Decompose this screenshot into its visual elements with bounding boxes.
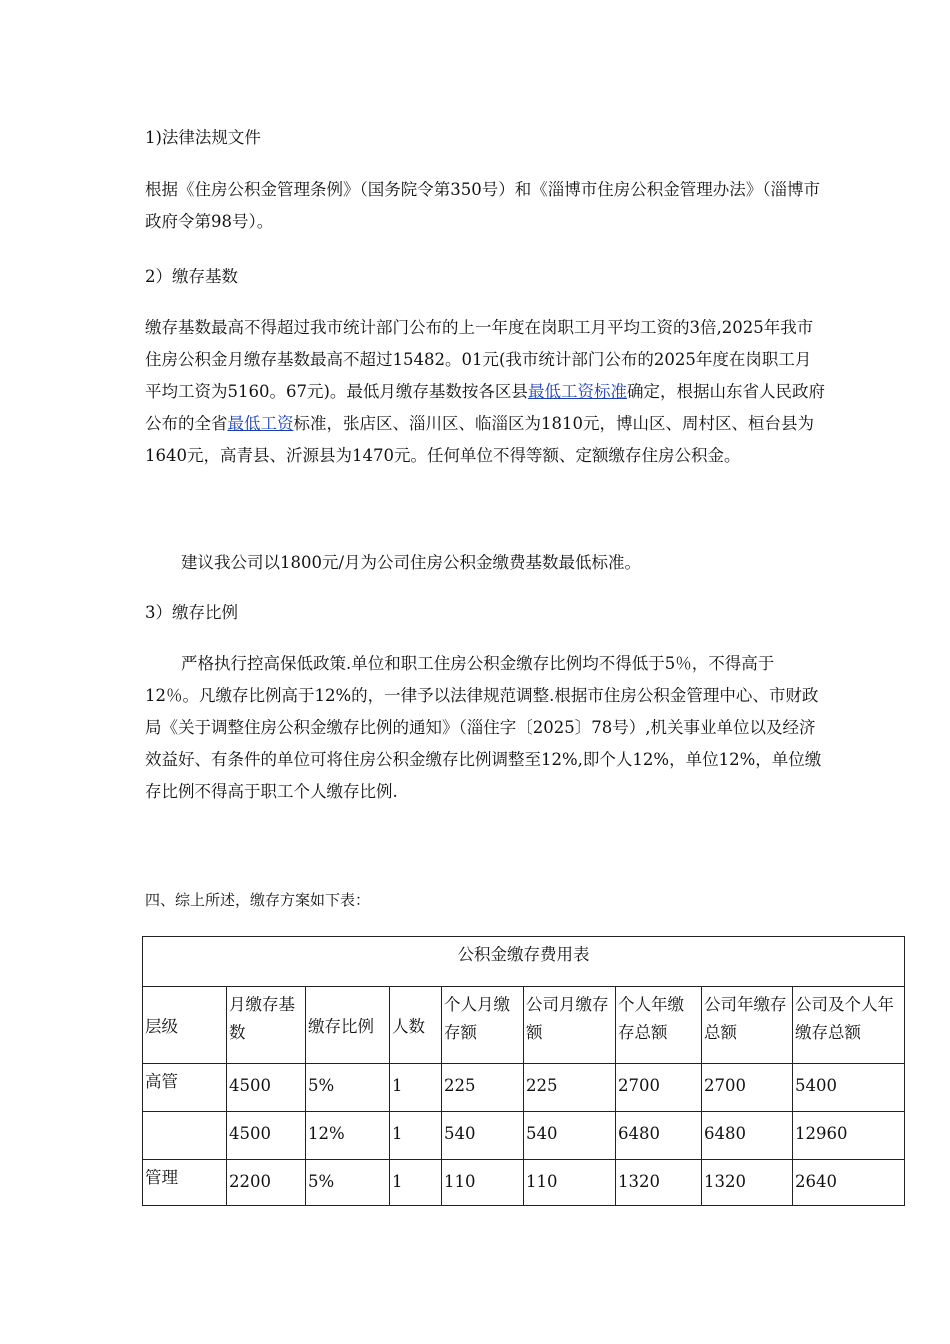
cell-personal-monthly: 110 [442, 1160, 524, 1206]
header-company-monthly: 公司月缴存额 [524, 987, 616, 1064]
cell-personal-annual: 6480 [616, 1112, 702, 1160]
section-1-body: 根据《住房公积金管理条例》（国务院令第350号）和《淄博市住房公积金管理办法》（淄博市政府令第98号）。 [145, 180, 820, 231]
cell-level: 管理 [143, 1160, 227, 1206]
contribution-table [142, 936, 905, 1206]
cell-rate: 5% [306, 1064, 390, 1112]
cell-personal-annual: 1320 [616, 1160, 702, 1206]
cell-company-annual: 6480 [702, 1112, 793, 1160]
section-3-heading: 3）缴存比例 [145, 603, 238, 622]
section-2-body [145, 312, 825, 472]
header-rate: 缴存比例 [306, 987, 390, 1064]
cell-personal-annual: 2700 [616, 1064, 702, 1112]
section-2-heading: 2）缴存基数 [145, 267, 238, 286]
section-4-heading: 四、综上所述，缴存方案如下表： [145, 891, 371, 909]
table-title-row [143, 937, 905, 987]
header-personal-monthly: 个人月缴存额 [442, 987, 524, 1064]
section-2-text-c: 标准，张店区、淄川区、临淄区为1810元，博山区、周村区、桓台县为1640元，高青县、沂源县为1470元。任何单位不得等额、定额缴存住房公积金。 [145, 414, 814, 465]
cell-total-annual: 2640 [793, 1160, 905, 1206]
cell-base: 4500 [227, 1064, 306, 1112]
cell-base: 4500 [227, 1112, 306, 1160]
section-2-text-b: 确定，根据山东省人民政府公布的全省 [145, 382, 825, 433]
cell-count: 1 [390, 1112, 442, 1160]
cell-count: 1 [390, 1064, 442, 1112]
cell-personal-monthly: 225 [442, 1064, 524, 1112]
section-2-text-a: 缴存基数最高不得超过我市统计部门公布的上一年度在岗职工月平均工资的3倍,2025年我市住房公积金月缴存基数最高不超过15482。01元(我市统计部门公布的2025年度在岗职工月平均工资为5160。67元)。最低月缴存基数按各区县 [145, 318, 814, 401]
cell-company-monthly: 225 [524, 1064, 616, 1112]
cell-level: 高管 [143, 1064, 227, 1112]
cell-base: 2200 [227, 1160, 306, 1206]
header-personal-annual: 个人年缴存总额 [616, 987, 702, 1064]
cell-level [143, 1112, 227, 1160]
header-level: 层级 [143, 987, 227, 1064]
table-row [143, 1112, 905, 1160]
table-title: 公积金缴存费用表 [143, 937, 905, 987]
header-company-annual: 公司年缴存总额 [702, 987, 793, 1064]
cell-personal-monthly: 540 [442, 1112, 524, 1160]
cell-company-monthly: 540 [524, 1112, 616, 1160]
header-monthly-base: 月缴存基数 [227, 987, 306, 1064]
contribution-table-wrapper [142, 936, 904, 1206]
cell-rate: 5% [306, 1160, 390, 1206]
table-header-row [143, 987, 905, 1064]
min-wage-link[interactable]: 最低工资 [227, 414, 294, 433]
min-wage-standard-link[interactable]: 最低工资标准 [527, 382, 627, 401]
header-headcount: 人数 [390, 987, 442, 1064]
section-1-heading: 1)法律法规文件 [145, 128, 261, 147]
cell-company-annual: 1320 [702, 1160, 793, 1206]
cell-rate: 12% [306, 1112, 390, 1160]
table-row [143, 1160, 905, 1206]
cell-company-monthly: 110 [524, 1160, 616, 1206]
cell-total-annual: 5400 [793, 1064, 905, 1112]
table-row [143, 1064, 905, 1112]
cell-total-annual: 12960 [793, 1112, 905, 1160]
cell-company-annual: 2700 [702, 1064, 793, 1112]
header-total-annual: 公司及个人年缴存总额 [793, 987, 905, 1064]
section-3-body: 严格执行控高保低政策.单位和职工住房公积金缴存比例均不得低于5％，不得高于12％。凡缴存比例高于12%的，一律予以法律规范调整.根据市住房公积金管理中心、市财政局《关于调整住房公积金缴存比例的通知》（淄住字〔2025〕78号）,机关事业单位以及经济效益好、有条件的单位可将住房公积金缴存比例调整至12%,即个人12%，单位12%，单位缴存比例不得高于职工个人缴存比例. [145, 654, 822, 801]
section-2-suggestion: 建议我公司以1800元/月为公司住房公积金缴费基数最低标准。 [181, 553, 642, 572]
cell-count: 1 [390, 1160, 442, 1206]
